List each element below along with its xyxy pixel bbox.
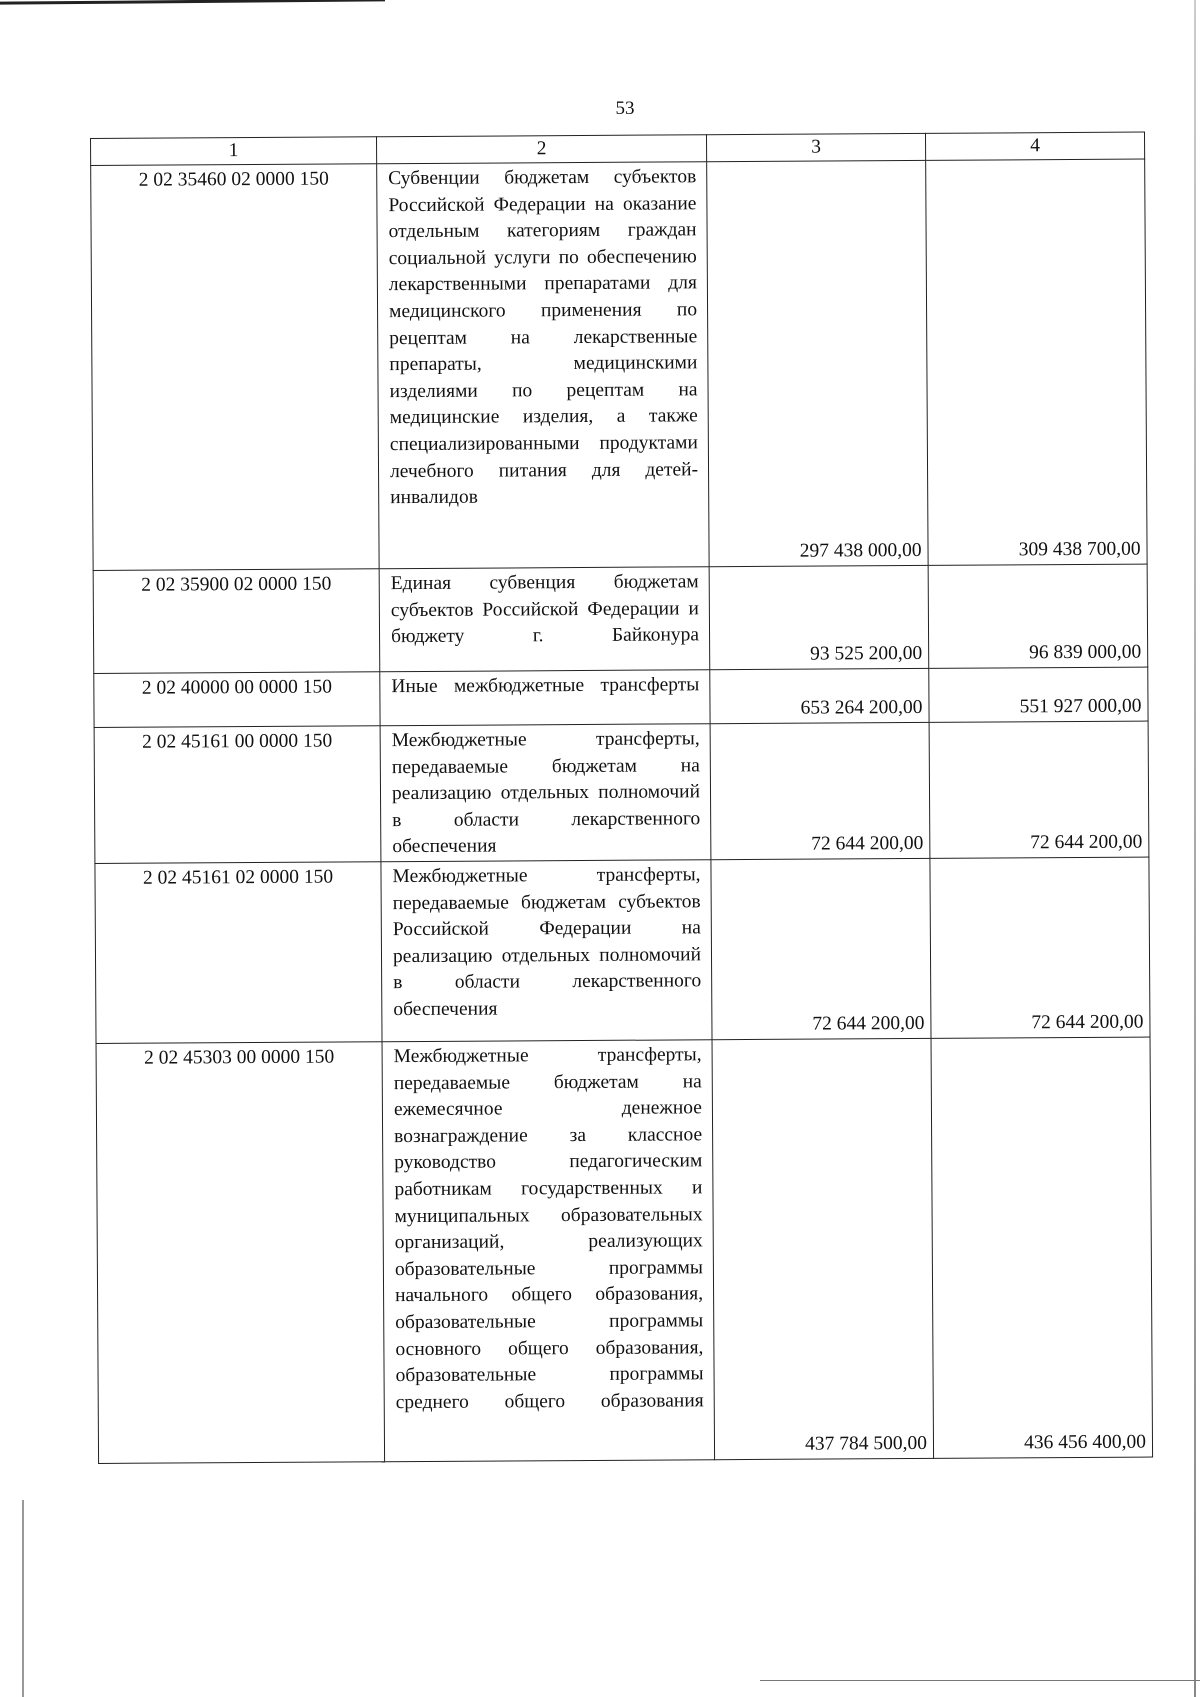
item-description: Межбюджетные трансферты, передаваемые бюджетам на реализацию отдельных полномочий в области лекарственного обеспечения bbox=[380, 724, 711, 862]
value-column-4: 72 644 200,00 bbox=[929, 721, 1149, 858]
table-row bbox=[91, 159, 1147, 570]
table-row bbox=[94, 667, 1148, 727]
value-column-4: 436 456 400,00 bbox=[931, 1037, 1153, 1458]
value-column-4: 309 438 700,00 bbox=[926, 159, 1147, 565]
item-description: Субвенции бюджетам субъектов Российской Федерации на оказание отдельным категориям граждан социальной услуги по обеспечению лекарственными препаратами для медицинского применения по рецептам на лекарственные препараты, медицинскими изделиями по рецептам на медицинские изделия, а также специализированными продуктами лечебного питания для детей-инвалидов bbox=[377, 162, 709, 569]
value-column-3: 437 784 500,00 bbox=[712, 1038, 934, 1459]
scan-edge-bottom bbox=[760, 1680, 1200, 1681]
budget-code: 2 02 45161 02 0000 150 bbox=[95, 862, 382, 1044]
value-column-3: 72 644 200,00 bbox=[710, 722, 930, 859]
value-column-3: 653 264 200,00 bbox=[710, 668, 929, 723]
budget-code: 2 02 35460 02 0000 150 bbox=[91, 164, 379, 571]
budget-table bbox=[90, 132, 1153, 1464]
value-column-3: 72 644 200,00 bbox=[711, 858, 931, 1039]
table-row bbox=[96, 1037, 1153, 1463]
budget-code: 2 02 40000 00 0000 150 bbox=[94, 672, 380, 728]
column-header-1: 1 bbox=[91, 137, 377, 166]
table-row bbox=[95, 857, 1150, 1043]
value-column-4: 72 644 200,00 bbox=[930, 857, 1150, 1038]
item-description: Иные межбюджетные трансферты bbox=[380, 670, 710, 726]
value-column-3: 297 438 000,00 bbox=[707, 160, 928, 566]
column-header-4: 4 bbox=[925, 132, 1144, 160]
column-header-2: 2 bbox=[376, 135, 706, 164]
column-header-3: 3 bbox=[706, 133, 925, 161]
page-number: 53 bbox=[615, 98, 635, 119]
value-column-4: 551 927 000,00 bbox=[929, 667, 1148, 722]
budget-code: 2 02 45161 00 0000 150 bbox=[94, 726, 381, 864]
scan-edge-right bbox=[1194, 0, 1196, 1697]
scan-edge-top bbox=[0, 0, 385, 5]
document-sheet bbox=[90, 132, 1152, 1464]
budget-code: 2 02 45303 00 0000 150 bbox=[96, 1042, 385, 1464]
item-description: Межбюджетные трансферты, передаваемые бюджетам субъектов Российской Федерации на реализацию отдельных полномочий в области лекарственного обеспечения bbox=[381, 860, 712, 1042]
scan-edge-left bbox=[22, 1500, 24, 1697]
table-row bbox=[94, 721, 1149, 863]
value-column-4: 96 839 000,00 bbox=[928, 564, 1148, 668]
value-column-3: 93 525 200,00 bbox=[709, 565, 929, 669]
budget-code: 2 02 35900 02 0000 150 bbox=[93, 569, 380, 674]
item-description: Межбюджетные трансферты, передаваемые бюджетам на ежемесячное денежное вознаграждение за классное руководство педагогическим работникам государственных и муниципальных образовательных организаций, реализующих образовательные программы начального общего образования, образовательные программы основного общего образования, образовательные программы среднего общего образования bbox=[382, 1040, 715, 1462]
table-row bbox=[93, 564, 1148, 673]
item-description: Единая субвенция бюджетам субъектов Российской Федерации и бюджету г. Байконура bbox=[379, 567, 710, 672]
